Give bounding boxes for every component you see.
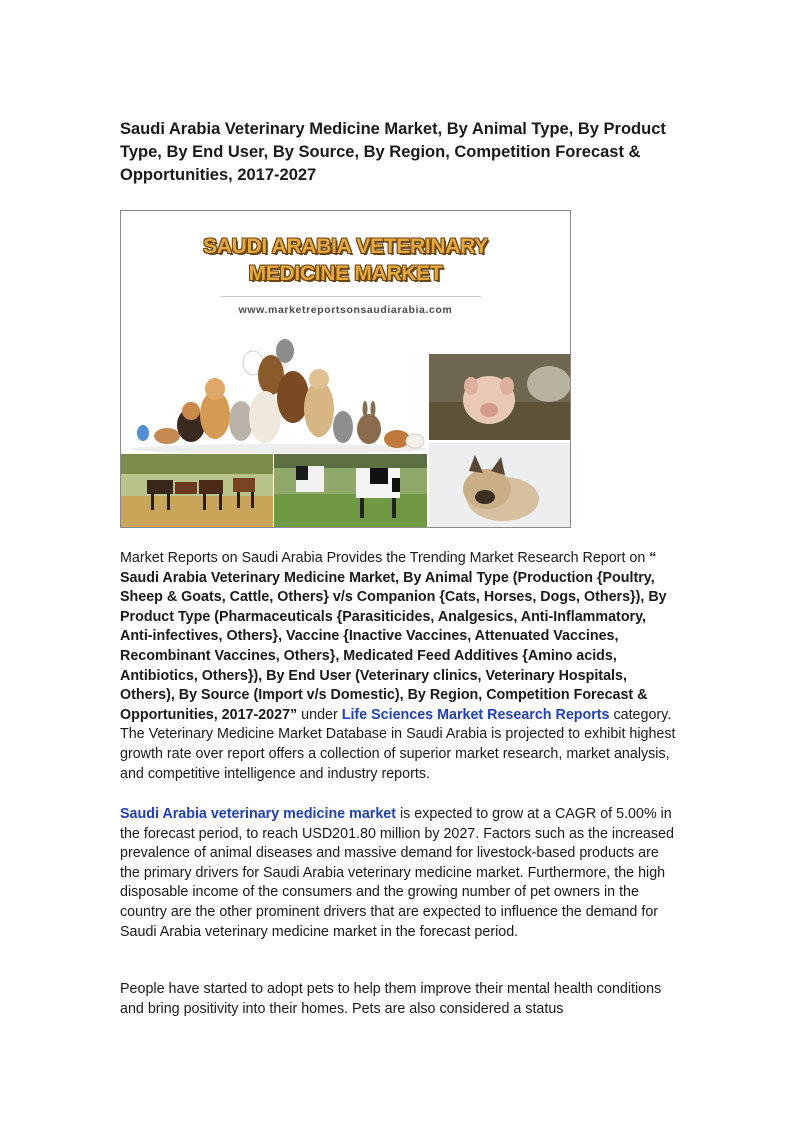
open-quote: “ (649, 550, 657, 566)
paragraph-3-text: People have started to adopt pets to help them improve their mental health conditions and bring positivity into their homes. Pets are also considered a status (120, 981, 662, 1017)
cows-illustration (274, 454, 427, 527)
banner-title-line2: MEDICINE MARKET (248, 262, 443, 285)
market-link[interactable]: Saudi Arabia veterinary medicine market (120, 806, 396, 822)
cows-photo (274, 454, 427, 527)
hero-image (120, 210, 571, 528)
bulldog-illustration (429, 443, 570, 527)
pig-illustration (429, 354, 570, 440)
bulldog-photo (429, 443, 570, 527)
paragraph-3 (120, 980, 680, 1019)
life-sciences-link[interactable]: Life Sciences Market Research Reports (341, 706, 610, 723)
close-quote: ” (290, 706, 298, 723)
paragraph-2-text: is expected to grow at a CAGR of 5.00% in the forecast period, to reach USD201.80 million by 2027. Factors such as the increased prevalence of animal diseases and massive demand for livestock-based products are the primary drivers for Saudi Arabia veterinary medicine market. Furthermore, the high disposable income of the consumers and the growing number of pet owners in the country are the other prominent drivers that are expected to influence the demand for Saudi Arabia veterinary medicine market in the forecast period. (120, 806, 674, 940)
page-title: Saudi Arabia Veterinary Medicine Market, By Animal Type, By Product Type, By End User, By Source, By Region, Competition Forecast & Opportunities, 2017-2027 (120, 120, 666, 184)
banner-title-line1: SAUDI ARABIA VETERINARY (203, 235, 488, 258)
horses-photo (121, 454, 273, 527)
banner-divider (221, 296, 481, 297)
pig-photo (429, 354, 570, 440)
report-title: Saudi Arabia Veterinary Medicine Market, By Animal Type (Production {Poultry, Sheep & Goats, Cattle, Others} v/s Companion {Cats, Horses, Dogs, Others}), By Product Type (Pharmaceuticals {Parasiticides, Analgesics, Anti-Inflammatory, Anti-infectives, Others}, Vaccine {Inactive Vaccines, Attenuated Vaccines, Recombinant Vaccines, Others}, Medicated Feed Additives {Amino acids, Antibiotics, Others}), By End User (Veterinary clinics, Veterinary Hospitals, Others), By Source (Import v/s Domestic), By Region, Competition Forecast & Opportunities, 2017-2027 (120, 569, 667, 723)
banner-title (121, 233, 570, 287)
under-text: under (297, 706, 342, 723)
pets-group-photo (129, 323, 427, 453)
paragraph-2 (120, 805, 680, 942)
pets-illustration (129, 323, 427, 453)
paragraph-1-rest: category. The Veterinary Medicine Market Database in Saudi Arabia is projected to exhibit highest growth rate over report offers a collection of superior market research, market analysis, and competitive intelligence and industry reports. (120, 706, 676, 782)
paragraph-1-intro: Market Reports on Saudi Arabia Provides the Trending Market Research Report on (120, 550, 650, 566)
horses-illustration (121, 454, 273, 527)
paragraph-1 (120, 549, 680, 784)
banner-url: www.marketreportsonsaudiarabia.com (238, 304, 453, 316)
